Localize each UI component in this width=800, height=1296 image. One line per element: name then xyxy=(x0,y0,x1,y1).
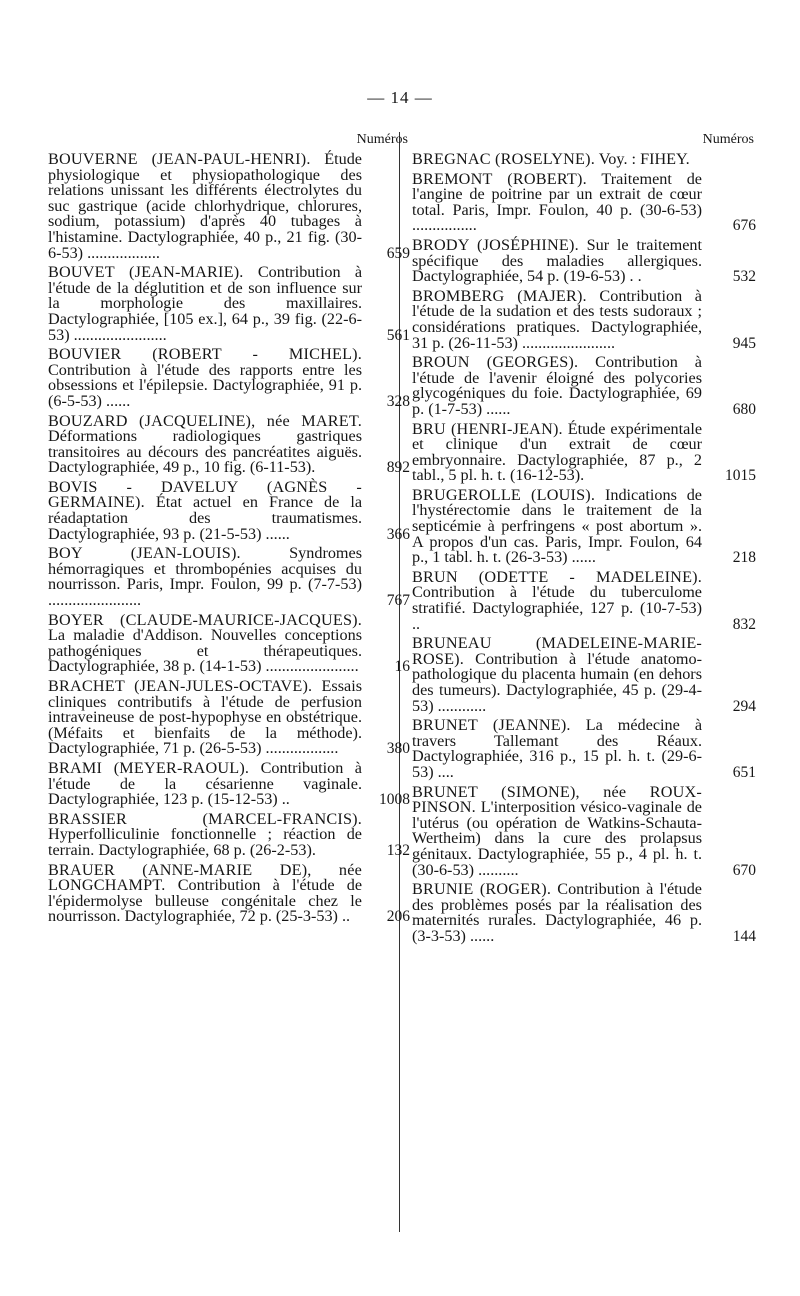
entry-description: Contribution à l'étude de l'épidermolyse bulleuse congénitale chez le nourrisson. Dactylographiée, 72 p. (25-3-53) .. xyxy=(48,876,363,926)
bibliography-entry xyxy=(412,485,758,567)
author-name: BOUVET (JEAN-MARIE). xyxy=(48,263,244,282)
entry-number: 651 xyxy=(732,763,756,781)
entry-number: 144 xyxy=(732,927,756,945)
entry-description: Contribution à l'étude des rapports entre les obsessions et l'épilepsie. Dactylographiée, 91 p. (6-5-53) ...... xyxy=(48,360,362,410)
right-column xyxy=(412,130,758,949)
entry-number: 328 xyxy=(386,392,410,410)
author-name: BOY (JEAN-LOUIS). xyxy=(48,544,241,563)
author-name: BREMONT (ROBERT). xyxy=(412,169,587,188)
author-name: BOUVIER (ROBERT - MICHEL). xyxy=(48,345,362,364)
left-column xyxy=(48,130,412,929)
entry-number: 676 xyxy=(732,217,756,235)
bibliography-entry xyxy=(412,567,758,633)
entry-number: 132 xyxy=(386,841,410,859)
author-name: BRUN (ODETTE - MADELEINE). xyxy=(412,567,702,586)
bibliography-entry xyxy=(48,679,412,757)
entry-number: 206 xyxy=(386,908,410,926)
author-name: BRUNEAU (MADELEINE-MARIE-ROSE). xyxy=(412,634,702,668)
entry-description: Sur le traitement spécifique des maladies allergiques. Dactylographiée, 54 p. (19-6-53) . . xyxy=(412,235,702,286)
entry-description: La médecine à travers Tallemant des Réaux. Dactylographiée, 316 p., 15 pl. h. t. (29-6-53) .... xyxy=(412,716,702,781)
bibliography-entry xyxy=(48,809,412,859)
entry-number: 767 xyxy=(386,592,410,610)
author-name: BRUNIE (ROGER). xyxy=(412,880,552,899)
entry-number: 659 xyxy=(386,244,410,262)
author-name: BROUN (GEORGES). xyxy=(412,353,579,372)
entry-number: 532 xyxy=(732,268,756,286)
entry-number: 892 xyxy=(386,459,410,477)
column-header: Numéros xyxy=(356,132,408,147)
bibliography-entry xyxy=(48,758,412,809)
entry-description: Contribution à l'étude de la césarienne vaginale. Dactylographiée, 123 p. (15-12-53) .. xyxy=(48,758,362,809)
entry-description: Voy. : FIHEY. xyxy=(598,150,690,168)
author-name: BRACHET (JEAN-JULES-OCTAVE). xyxy=(48,677,313,695)
author-name: BRU (HENRI-JEAN). xyxy=(412,419,563,438)
bibliography-entry xyxy=(412,235,758,286)
entry-description: Essais cliniques contributifs à l'étude de perfusion intraveineuse de post-hypophyse en obstétrique. (Méfaits et bienfaits de la méthode). Dactylographiée, 71 p. (26-5-53) .................. xyxy=(48,677,362,758)
entry-description: Contribution à l'étude de la déglutition et de son influence sur la morphologie des maxillaires. Dactylographiée, [105 ex.], 64 p., 39 fig. (22-6-53) ....................... xyxy=(48,263,363,344)
author-name: BROMBERG (MAJER). xyxy=(412,286,587,305)
author-name: BOVIS - DAVELUY (AGNÈS - GERMAINE). xyxy=(48,477,362,512)
entry-description: Étude physiologique et physiopathologique des relations unissant les différents électrolytes du suc gastrique (acide chlorhydrique, chlorures, sodium, potassium) d'après 40 tubages à l'histamine. Dactylographiée, 40 p., 21 fig. (30-6-53) .................. xyxy=(48,150,362,262)
bibliography-entry xyxy=(412,355,758,417)
bibliography-entry xyxy=(48,477,412,543)
bibliography-entry xyxy=(412,636,758,714)
bibliography-entry xyxy=(48,152,412,261)
entry-number: 561 xyxy=(386,326,410,344)
bibliography-entry xyxy=(412,169,758,235)
page-number: — 14 — xyxy=(367,88,433,107)
entry-description: Déformations radiologiques gastriques transitoires au décours des pancréatites aiguës. Dactylographiée, 49 p., 10 fig. (6-11-53). xyxy=(48,427,362,477)
author-name: BRASSIER (MARCEL-FRANCIS). xyxy=(48,809,362,828)
entry-number: 366 xyxy=(386,525,410,543)
bibliography-entry xyxy=(48,610,412,676)
bibliography-entry xyxy=(412,718,758,780)
entry-description: Étude expérimentale et clinique d'un extrait de cœur embryonnaire. Dactylographiée, 87 p., 2 tabl., 5 pl. h. t. (16-12-53). xyxy=(412,419,702,485)
left-entries xyxy=(48,152,412,925)
bibliography-entry xyxy=(48,347,412,409)
author-name: BRUGEROLLE (LOUIS). xyxy=(412,485,596,504)
entry-description: Contribution à l'étude de la sudation et des tests sudoraux ; considérations pratiques. Dactylographiée, 31 p. (26-11-53) ....................... xyxy=(412,286,702,352)
author-name: BRAUER (ANNE-MARIE DE), née LONGCHAMPT. xyxy=(48,860,362,895)
entry-description: Contribution à l'étude du tuberculome stratifié. Dactylographiée, 127 p. (10-7-53) .. xyxy=(412,583,702,633)
bibliography-entry xyxy=(48,265,412,343)
entry-description: Contribution à l'étude de l'avenir éloigné des polycories glycogéniques du foie. Dactylographiée, 69 p. (1-7-53) ...... xyxy=(412,353,702,418)
author-name: BOYER (CLAUDE-MAURICE-JACQUES). xyxy=(48,610,362,629)
bibliography-entry xyxy=(412,152,758,168)
entry-description: Contribution à l'étude des problèmes posés par la réalisation des maternités rurales. Dactylographiée, 46 p. (3-3-53) ...... xyxy=(412,880,702,945)
entry-number: 1015 xyxy=(725,467,756,485)
entry-number: 16 xyxy=(394,658,410,676)
author-name: BOUVERNE (JEAN-PAUL-HENRI). xyxy=(48,150,311,168)
entry-number: 945 xyxy=(732,334,756,352)
bibliography-entry xyxy=(412,882,758,944)
entry-description: Hyperfolliculinie fonctionnelle ; réaction de terrain. Dactylographiée, 68 p. (26-2-53). xyxy=(48,825,362,859)
entry-description: État actuel en France de la réadaptation des traumatismes. Dactylographiée, 93 p. (21-5-53) ...... xyxy=(48,493,363,543)
author-name: BRAMI (MEYER-RAOUL). xyxy=(48,758,250,777)
bibliography-entry xyxy=(48,860,412,926)
entry-description: Syndromes hémorragiques et thrombopénies acquises du nourrisson. Paris, Impr. Foulon, 99 p. (7-7-53) ....................... xyxy=(48,544,362,610)
entry-number: 680 xyxy=(732,400,756,418)
entry-number: 670 xyxy=(732,861,756,879)
entry-number: 294 xyxy=(732,697,756,715)
bibliography-entry xyxy=(48,411,412,477)
entry-description: Traitement de l'angine de poitrine par un extrait de cœur total. Paris, Impr. Foulon, 40 p. (30-6-53) ................ xyxy=(412,169,702,235)
column-header: Numéros xyxy=(702,132,754,147)
author-name: BRUNET (SIMONE), née ROUX-PINSON. xyxy=(412,782,702,817)
author-name: BOUZARD (JACQUELINE), née MARET. xyxy=(48,411,362,430)
bibliography-entry xyxy=(412,286,758,352)
author-name: BRODY (JOSÉPHINE). xyxy=(412,235,579,254)
bibliography-entry xyxy=(412,419,758,485)
entry-description: La maladie d'Addison. Nouvelles conceptions pathogéniques et thérapeutiques. Dactylographiée, 38 p. (14-1-53) ....................... xyxy=(48,626,362,676)
bibliography-entry xyxy=(48,546,412,608)
entry-number: 380 xyxy=(386,740,410,758)
entry-number: 218 xyxy=(732,549,756,567)
author-name: BREGNAC (ROSELYNE). xyxy=(412,150,595,168)
entry-description: Contribution à l'étude anatomo-pathologique du placenta humain (en dehors des tumeurs). Dactylographiée, 45 p. (29-4-53) ............ xyxy=(412,649,703,715)
entry-number: 1008 xyxy=(379,791,410,809)
right-entries xyxy=(412,152,758,945)
entry-description: Indications de l'hystérectomie dans le traitement de la septicémie à perfringens « post abortum ». A propos d'un cas. Paris, Impr. Foulon, 64 p., 1 tabl. h. t. (26-3-53) ...... xyxy=(412,485,702,567)
bibliography-entry xyxy=(412,782,758,879)
entry-description: L'interposition vésico-vaginale de l'utérus (ou opération de Watkins-Schauta-Wertheim) dans la cure des prolapsus génitaux. Dactylographiée, 55 p., 4 pl. h. t. (30-6-53) .......... xyxy=(412,798,702,879)
author-name: BRUNET (JEANNE). xyxy=(412,716,571,735)
entry-number: 832 xyxy=(732,615,756,633)
